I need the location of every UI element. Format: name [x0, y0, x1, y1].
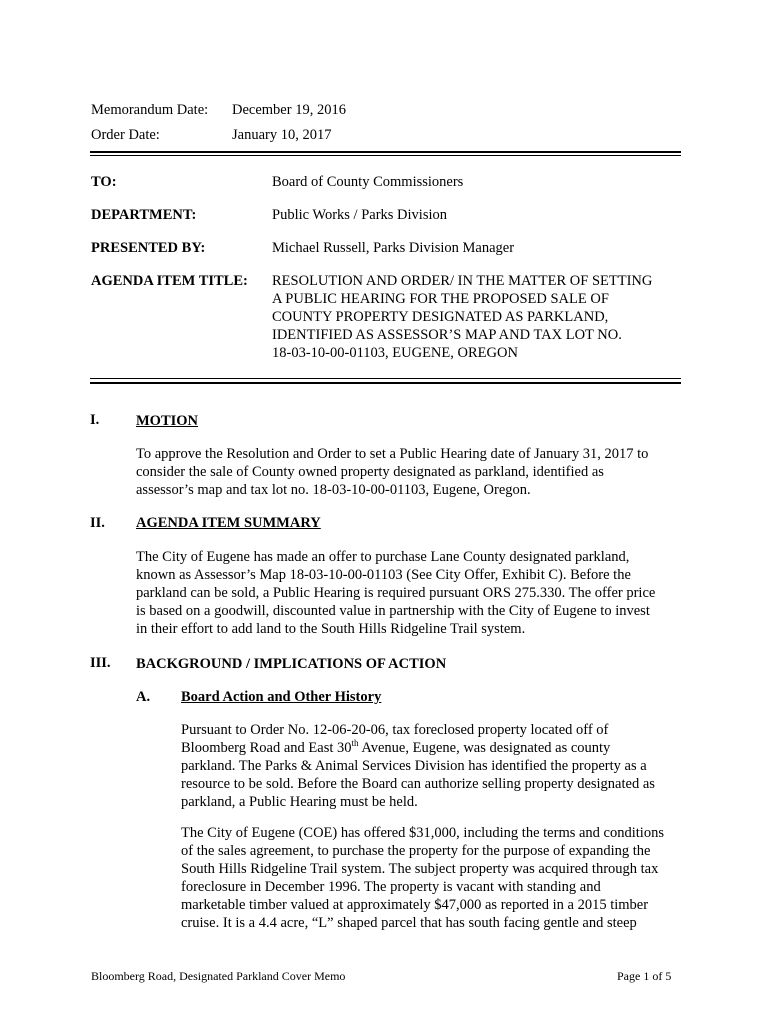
summary-paragraph	[136, 548, 655, 638]
text-line: cruise. It is a 4.4 acre, “L” shaped parcel that has south facing gentle and steep	[181, 915, 637, 931]
department-value: Public Works / Parks Division	[272, 207, 447, 223]
text-line: The City of Eugene has made an offer to purchase Lane County designated parkland,	[136, 549, 630, 565]
text-line: The City of Eugene (COE) has offered $31,000, including the terms and conditions	[181, 825, 664, 841]
agenda-title-line: IDENTIFIED AS ASSESSOR’S MAP AND TAX LOT NO.	[272, 327, 622, 343]
text-line: marketable timber valued at approximately $47,000 as reported in a 2015 timber	[181, 897, 649, 913]
text-line: parkland. The Parks & Animal Services Division has identified the property as a	[181, 758, 647, 774]
text-line: known as Assessor’s Map 18-03-10-00-01103 (See City Offer, Exhibit C). Before the	[136, 567, 631, 583]
memo-date-label: Memorandum Date:	[91, 102, 209, 118]
section-number: III.	[90, 655, 111, 671]
motion-paragraph	[136, 445, 648, 499]
fields-divider-thick	[90, 382, 681, 384]
text-line: resource to be sold. Before the Board can authorize selling property designated as	[181, 776, 655, 792]
text-line: South Hills Ridgeline Trail system. The subject property was acquired through tax	[181, 861, 659, 877]
section-number: II.	[90, 515, 105, 531]
agenda-item-title-label: AGENDA ITEM TITLE:	[91, 273, 248, 289]
text-line: consider the sale of County owned property designated as parkland, identified as	[136, 464, 604, 480]
subsection-heading-board-action: Board Action and Other History	[181, 689, 382, 705]
to-label: TO:	[91, 174, 117, 190]
header-divider-thick	[90, 151, 681, 153]
agenda-title-line: A PUBLIC HEARING FOR THE PROPOSED SALE OF	[272, 291, 609, 307]
agenda-title-line: RESOLUTION AND ORDER/ IN THE MATTER OF SETTING	[272, 273, 653, 289]
text-line: is based on a goodwill, discounted value in partnership with the City of Eugene to invest	[136, 603, 650, 619]
to-value: Board of County Commissioners	[272, 174, 464, 190]
text-line: foreclosure in December 1996. The property is vacant with standing and	[181, 879, 601, 895]
agenda-title-line: COUNTY PROPERTY DESIGNATED AS PARKLAND,	[272, 309, 609, 325]
section-number: I.	[90, 412, 100, 428]
header-divider-thin	[90, 155, 681, 156]
order-date-value: January 10, 2017	[232, 127, 332, 143]
text-line: parkland can be sold, a Public Hearing is required pursuant ORS 275.330. The offer price	[136, 585, 656, 601]
memo-date-value: December 19, 2016	[232, 102, 346, 118]
agenda-title-line: 18-03-10-00-01103, EUGENE, OREGON	[272, 345, 518, 361]
text-line	[181, 739, 655, 757]
text-fragment: Avenue, Eugene, was designated as county	[358, 740, 611, 756]
page-number: Page 1 of 5	[617, 969, 672, 983]
text-line: Pursuant to Order No. 12-06-20-06, tax foreclosed property located off of	[181, 722, 609, 738]
section-heading-summary: AGENDA ITEM SUMMARY	[136, 515, 321, 531]
text-line: parkland, a Public Hearing must be held.	[181, 794, 418, 810]
text-line: assessor’s map and tax lot no. 18-03-10-00-01103, Eugene, Oregon.	[136, 482, 531, 498]
section-heading-background: BACKGROUND / IMPLICATIONS OF ACTION	[136, 656, 447, 672]
superscript: th	[351, 738, 359, 749]
presented-by-label: PRESENTED BY:	[91, 240, 206, 256]
presented-by-value: Michael Russell, Parks Division Manager	[272, 240, 515, 256]
text-line: in their effort to add land to the South Hills Ridgeline Trail system.	[136, 621, 526, 637]
section-heading-motion: MOTION	[136, 413, 199, 429]
order-date-label: Order Date:	[91, 127, 160, 143]
fields-divider-thin	[90, 378, 681, 379]
coe-offer-paragraph	[181, 824, 664, 932]
department-label: DEPARTMENT:	[91, 207, 197, 223]
text-fragment: Bloomberg Road and East 30	[181, 740, 352, 756]
text-line: To approve the Resolution and Order to set a Public Hearing date of January 31, 2017 to	[136, 446, 649, 462]
board-action-paragraph	[181, 721, 655, 811]
text-line: of the sales agreement, to purchase the property for the purpose of expanding the	[181, 843, 651, 859]
subsection-number: A.	[136, 689, 151, 705]
footer-title: Bloomberg Road, Designated Parkland Cover Memo	[91, 969, 346, 983]
